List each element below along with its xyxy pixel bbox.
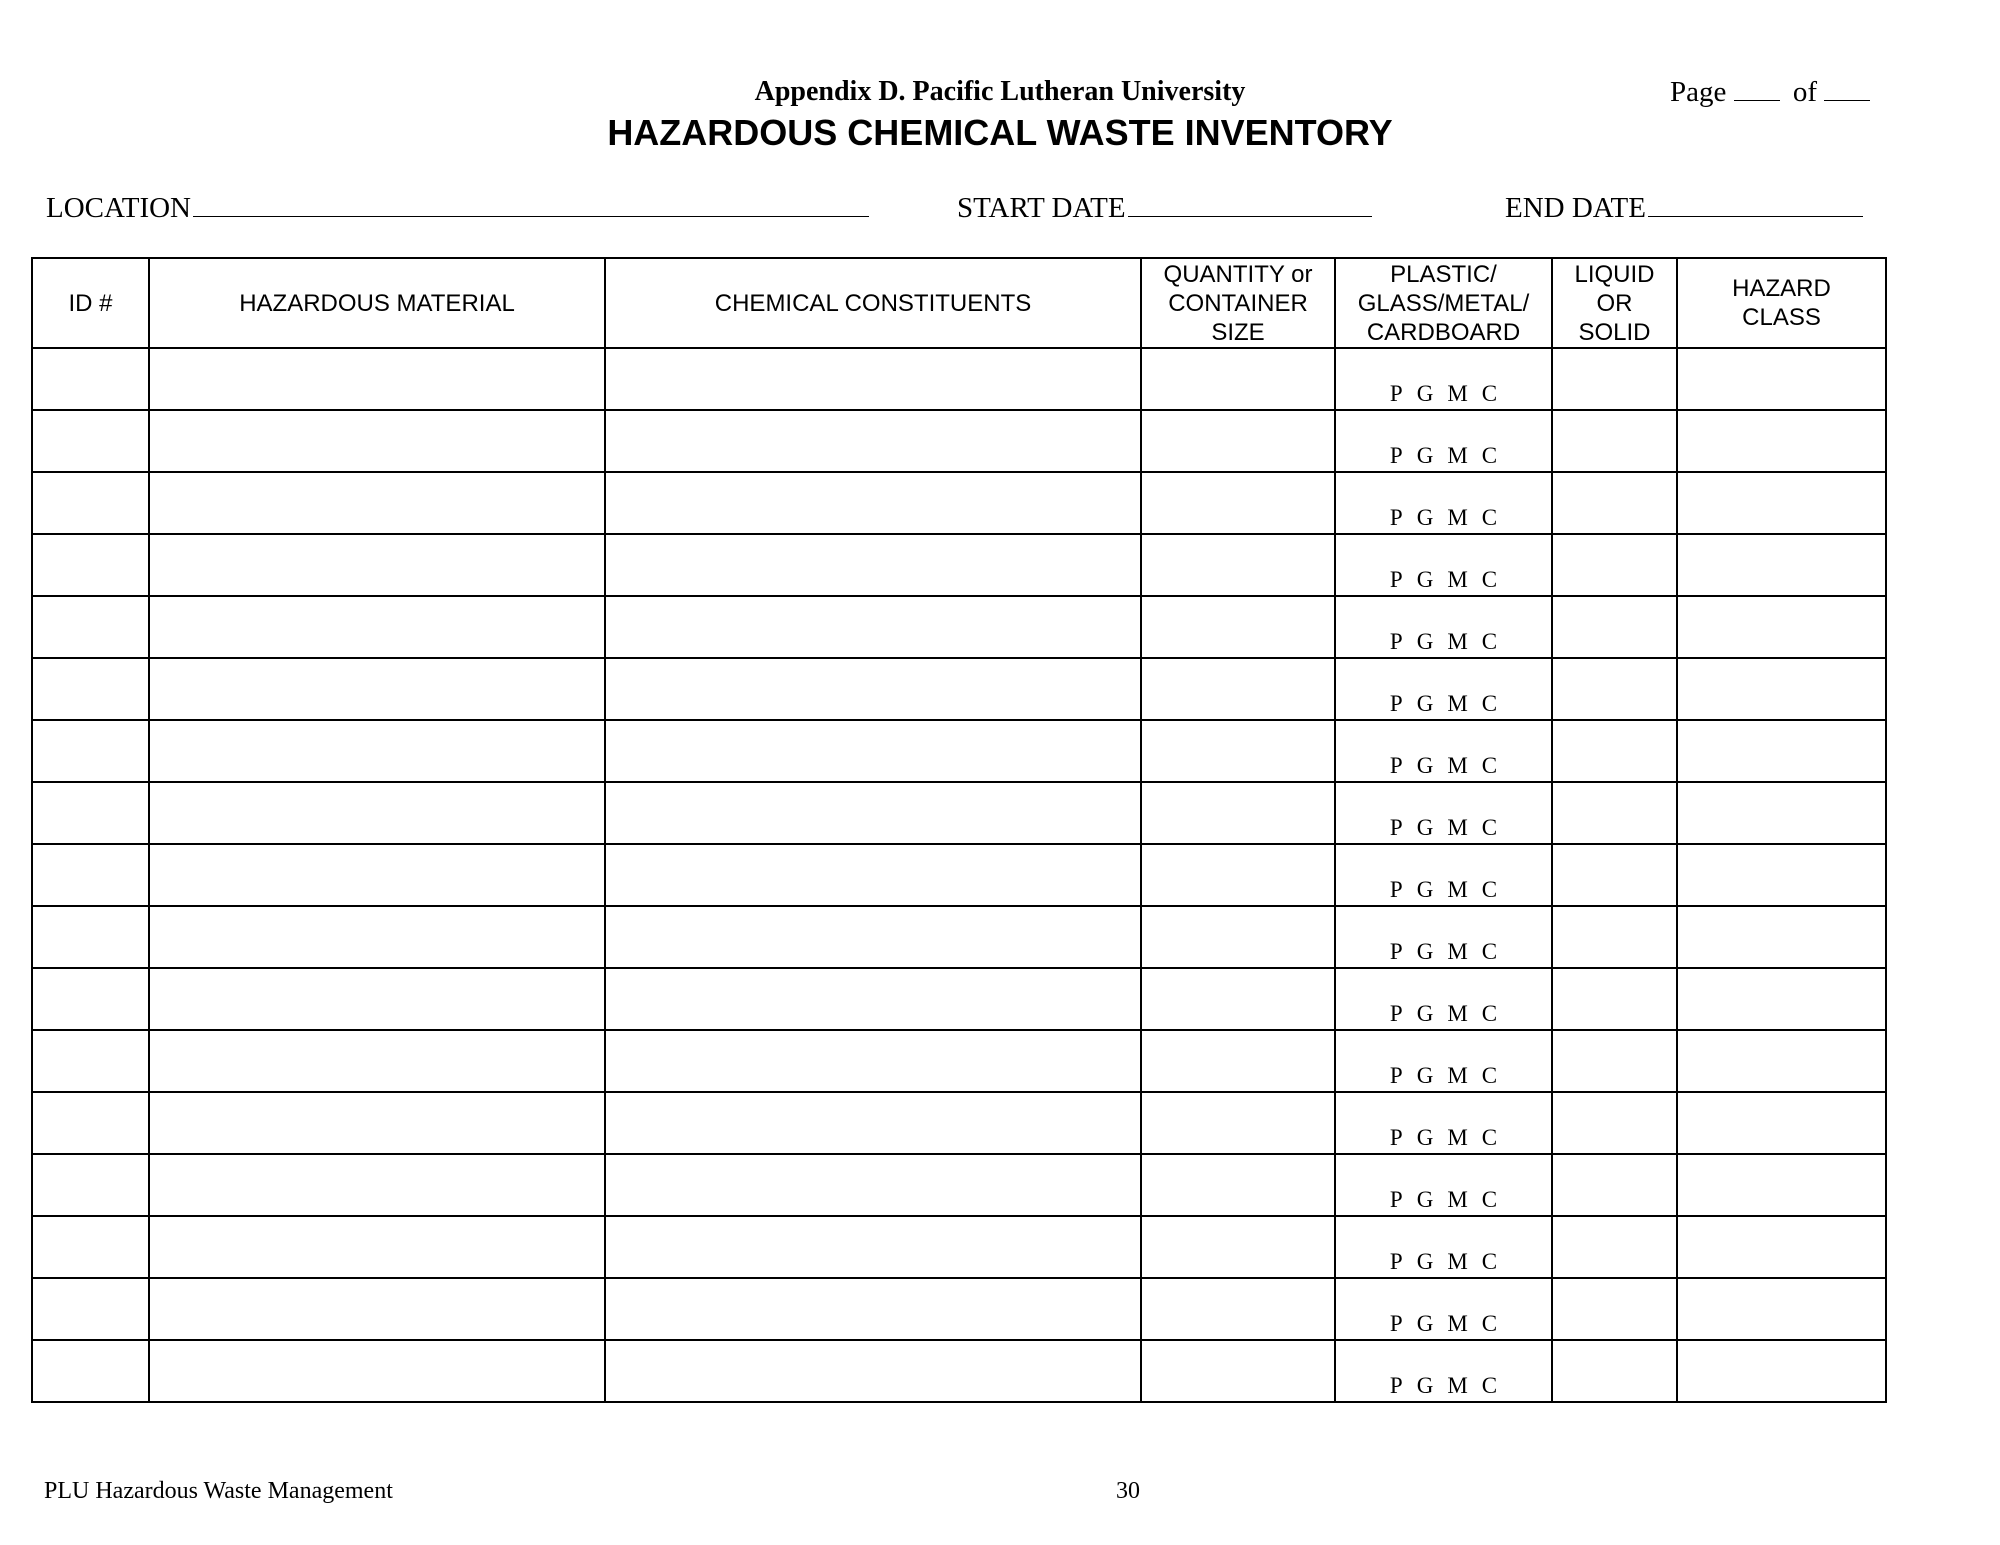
- id-cell[interactable]: [32, 906, 149, 968]
- hazardous-material-cell[interactable]: [149, 968, 605, 1030]
- chemical-constituents-cell[interactable]: [605, 1340, 1141, 1402]
- table-row: [32, 1154, 1886, 1216]
- column-header-liquid-or-solid: LIQUID OR SOLID: [1552, 258, 1677, 348]
- material-option[interactable]: P: [1389, 1249, 1403, 1274]
- quantity-cell[interactable]: [1141, 782, 1335, 844]
- material-option[interactable]: M: [1447, 443, 1468, 468]
- end-date-field: [1505, 192, 1863, 225]
- material-option[interactable]: M: [1447, 629, 1468, 654]
- container-material-cell[interactable]: [1335, 1030, 1552, 1092]
- liquid-or-solid-cell[interactable]: [1552, 410, 1677, 472]
- id-cell[interactable]: [32, 844, 149, 906]
- material-option[interactable]: G: [1416, 381, 1434, 406]
- hazardous-material-cell[interactable]: [149, 1278, 605, 1340]
- container-material-cell[interactable]: [1335, 1340, 1552, 1402]
- container-material-cell[interactable]: [1335, 472, 1552, 534]
- hazardous-material-cell[interactable]: [149, 782, 605, 844]
- material-option[interactable]: G: [1416, 939, 1434, 964]
- quantity-cell[interactable]: [1141, 658, 1335, 720]
- material-option[interactable]: G: [1416, 1187, 1434, 1212]
- end-date-blank[interactable]: [1648, 212, 1863, 217]
- footer-page-number: 30: [1116, 1478, 1140, 1504]
- id-cell[interactable]: [32, 1030, 149, 1092]
- chemical-constituents-cell[interactable]: [605, 1278, 1141, 1340]
- column-header-hazard-class: HAZARD CLASS: [1677, 258, 1886, 348]
- quantity-cell[interactable]: [1141, 720, 1335, 782]
- appendix-title: Appendix D. Pacific Lutheran University: [754, 76, 1246, 107]
- material-option[interactable]: P: [1389, 505, 1403, 530]
- liquid-or-solid-cell[interactable]: [1552, 534, 1677, 596]
- table-row: [32, 658, 1886, 720]
- liquid-or-solid-cell[interactable]: [1552, 1154, 1677, 1216]
- material-option[interactable]: C: [1481, 443, 1498, 468]
- material-option[interactable]: P: [1389, 1311, 1403, 1336]
- hazardous-material-cell[interactable]: [149, 1154, 605, 1216]
- hazard-class-cell[interactable]: [1677, 844, 1886, 906]
- hazardous-material-cell[interactable]: [149, 348, 605, 410]
- material-option[interactable]: G: [1416, 815, 1434, 840]
- id-cell[interactable]: [32, 596, 149, 658]
- hazardous-material-cell[interactable]: [149, 1216, 605, 1278]
- hazardous-material-cell[interactable]: [149, 410, 605, 472]
- material-option[interactable]: G: [1416, 1125, 1434, 1150]
- column-header-container-material: PLASTIC/ GLASS/METAL/ CARDBOARD: [1335, 258, 1552, 348]
- chemical-constituents-cell[interactable]: [605, 596, 1141, 658]
- material-option[interactable]: M: [1447, 939, 1468, 964]
- table-row: [32, 1030, 1886, 1092]
- start-date-field: [957, 192, 1372, 225]
- liquid-or-solid-cell[interactable]: [1552, 1092, 1677, 1154]
- hazardous-material-cell[interactable]: [149, 1092, 605, 1154]
- hazardous-material-cell[interactable]: [149, 534, 605, 596]
- hazard-class-cell[interactable]: [1677, 968, 1886, 1030]
- liquid-or-solid-cell[interactable]: [1552, 1030, 1677, 1092]
- id-cell[interactable]: [32, 720, 149, 782]
- container-material-cell[interactable]: [1335, 968, 1552, 1030]
- container-material-cell[interactable]: [1335, 410, 1552, 472]
- hazard-class-cell[interactable]: [1677, 1030, 1886, 1092]
- id-cell[interactable]: [32, 1340, 149, 1402]
- quantity-cell[interactable]: [1141, 906, 1335, 968]
- material-option[interactable]: C: [1481, 877, 1498, 902]
- material-option[interactable]: G: [1416, 877, 1434, 902]
- material-option[interactable]: C: [1481, 1125, 1498, 1150]
- material-option[interactable]: C: [1481, 691, 1498, 716]
- quantity-cell[interactable]: [1141, 1030, 1335, 1092]
- quantity-cell[interactable]: [1141, 348, 1335, 410]
- material-option[interactable]: M: [1447, 567, 1468, 592]
- table-row: [32, 534, 1886, 596]
- liquid-or-solid-cell[interactable]: [1552, 782, 1677, 844]
- material-option[interactable]: P: [1389, 443, 1403, 468]
- container-material-cell[interactable]: [1335, 1278, 1552, 1340]
- quantity-cell[interactable]: [1141, 410, 1335, 472]
- page-counter: [1670, 76, 1870, 109]
- chemical-constituents-cell[interactable]: [605, 720, 1141, 782]
- material-option[interactable]: M: [1447, 505, 1468, 530]
- column-header-id: ID #: [32, 258, 149, 348]
- inventory-table: [31, 257, 1887, 1403]
- hazardous-material-cell[interactable]: [149, 596, 605, 658]
- chemical-constituents-cell[interactable]: [605, 658, 1141, 720]
- material-option[interactable]: G: [1416, 691, 1434, 716]
- material-option[interactable]: C: [1481, 815, 1498, 840]
- material-option[interactable]: P: [1389, 1001, 1403, 1026]
- column-header-hazardous-material: HAZARDOUS MATERIAL: [149, 258, 605, 348]
- id-cell[interactable]: [32, 968, 149, 1030]
- liquid-or-solid-cell[interactable]: [1552, 968, 1677, 1030]
- hazard-class-cell[interactable]: [1677, 1216, 1886, 1278]
- material-option[interactable]: M: [1447, 1373, 1468, 1398]
- container-material-cell[interactable]: [1335, 720, 1552, 782]
- table-row: [32, 782, 1886, 844]
- table-row: [32, 968, 1886, 1030]
- material-option[interactable]: C: [1481, 939, 1498, 964]
- quantity-cell[interactable]: [1141, 1278, 1335, 1340]
- material-option[interactable]: M: [1447, 815, 1468, 840]
- table-row: [32, 348, 1886, 410]
- chemical-constituents-cell[interactable]: [605, 1154, 1141, 1216]
- material-option[interactable]: G: [1416, 505, 1434, 530]
- material-option[interactable]: P: [1389, 877, 1403, 902]
- container-material-cell[interactable]: [1335, 1154, 1552, 1216]
- chemical-constituents-cell[interactable]: [605, 844, 1141, 906]
- chemical-constituents-cell[interactable]: [605, 1030, 1141, 1092]
- of-label: of: [1792, 76, 1818, 108]
- table-row: [32, 844, 1886, 906]
- liquid-or-solid-cell[interactable]: [1552, 720, 1677, 782]
- container-material-cell[interactable]: [1335, 348, 1552, 410]
- quantity-cell[interactable]: [1141, 534, 1335, 596]
- location-blank[interactable]: [193, 212, 869, 217]
- material-option[interactable]: P: [1389, 753, 1403, 778]
- table-row: [32, 720, 1886, 782]
- table-row: [32, 596, 1886, 658]
- container-material-cell[interactable]: [1335, 782, 1552, 844]
- id-cell[interactable]: [32, 658, 149, 720]
- start-date-blank[interactable]: [1128, 212, 1372, 217]
- end-date-label: END DATE: [1505, 192, 1646, 224]
- material-option[interactable]: P: [1389, 815, 1403, 840]
- material-option[interactable]: M: [1447, 1063, 1468, 1088]
- material-option[interactable]: M: [1447, 1125, 1468, 1150]
- material-option[interactable]: M: [1447, 691, 1468, 716]
- material-option[interactable]: G: [1416, 753, 1434, 778]
- liquid-or-solid-cell[interactable]: [1552, 472, 1677, 534]
- id-cell[interactable]: [32, 1092, 149, 1154]
- chemical-constituents-cell[interactable]: [605, 906, 1141, 968]
- material-option[interactable]: C: [1481, 1001, 1498, 1026]
- material-option[interactable]: C: [1481, 753, 1498, 778]
- hazard-class-cell[interactable]: [1677, 720, 1886, 782]
- material-option[interactable]: G: [1416, 1373, 1434, 1398]
- id-cell[interactable]: [32, 1216, 149, 1278]
- material-option[interactable]: C: [1481, 1249, 1498, 1274]
- location-label: LOCATION: [46, 192, 191, 224]
- total-pages-blank[interactable]: [1824, 96, 1870, 101]
- material-option[interactable]: P: [1389, 381, 1403, 406]
- material-option[interactable]: C: [1481, 629, 1498, 654]
- table-row: [32, 1278, 1886, 1340]
- liquid-or-solid-cell[interactable]: [1552, 1278, 1677, 1340]
- hazardous-material-cell[interactable]: [149, 1030, 605, 1092]
- material-option[interactable]: G: [1416, 443, 1434, 468]
- chemical-constituents-cell[interactable]: [605, 1092, 1141, 1154]
- hazard-class-cell[interactable]: [1677, 1154, 1886, 1216]
- hazard-class-cell[interactable]: [1677, 348, 1886, 410]
- container-material-cell[interactable]: [1335, 596, 1552, 658]
- table-row: [32, 1340, 1886, 1402]
- hazardous-material-cell[interactable]: [149, 906, 605, 968]
- material-option[interactable]: P: [1389, 691, 1403, 716]
- liquid-or-solid-cell[interactable]: [1552, 596, 1677, 658]
- quantity-cell[interactable]: [1141, 1154, 1335, 1216]
- material-option[interactable]: C: [1481, 1311, 1498, 1336]
- hazard-class-cell[interactable]: [1677, 410, 1886, 472]
- liquid-or-solid-cell[interactable]: [1552, 1340, 1677, 1402]
- table-row: [32, 472, 1886, 534]
- material-option[interactable]: M: [1447, 753, 1468, 778]
- chemical-constituents-cell[interactable]: [605, 534, 1141, 596]
- chemical-constituents-cell[interactable]: [605, 968, 1141, 1030]
- quantity-cell[interactable]: [1141, 472, 1335, 534]
- hazard-class-cell[interactable]: [1677, 596, 1886, 658]
- page-number-blank[interactable]: [1734, 96, 1780, 101]
- column-header-quantity: QUANTITY or CONTAINER SIZE: [1141, 258, 1335, 348]
- table-row: [32, 1092, 1886, 1154]
- liquid-or-solid-cell[interactable]: [1552, 658, 1677, 720]
- hazard-class-cell[interactable]: [1677, 906, 1886, 968]
- table-row: [32, 906, 1886, 968]
- liquid-or-solid-cell[interactable]: [1552, 1216, 1677, 1278]
- container-material-cell[interactable]: [1335, 534, 1552, 596]
- material-option[interactable]: M: [1447, 1001, 1468, 1026]
- material-option[interactable]: C: [1481, 1187, 1498, 1212]
- hazard-class-cell[interactable]: [1677, 1278, 1886, 1340]
- material-option[interactable]: G: [1416, 1249, 1434, 1274]
- material-option[interactable]: G: [1416, 629, 1434, 654]
- hazard-class-cell[interactable]: [1677, 1340, 1886, 1402]
- hazardous-material-cell[interactable]: [149, 658, 605, 720]
- container-material-cell[interactable]: [1335, 906, 1552, 968]
- quantity-cell[interactable]: [1141, 1340, 1335, 1402]
- hazard-class-cell[interactable]: [1677, 782, 1886, 844]
- container-material-cell[interactable]: [1335, 658, 1552, 720]
- chemical-constituents-cell[interactable]: [605, 1216, 1141, 1278]
- start-date-label: START DATE: [957, 192, 1126, 224]
- table-header-row: [32, 258, 1886, 348]
- material-option[interactable]: P: [1389, 1125, 1403, 1150]
- material-option[interactable]: C: [1481, 1373, 1498, 1398]
- material-option[interactable]: G: [1416, 1001, 1434, 1026]
- chemical-constituents-cell[interactable]: [605, 782, 1141, 844]
- material-option[interactable]: G: [1416, 1063, 1434, 1088]
- quantity-cell[interactable]: [1141, 1216, 1335, 1278]
- material-option[interactable]: C: [1481, 1063, 1498, 1088]
- page-label: Page: [1670, 76, 1727, 108]
- column-header-chemical-constituents: CHEMICAL CONSTITUENTS: [605, 258, 1141, 348]
- container-material-cell[interactable]: [1335, 1092, 1552, 1154]
- chemical-constituents-cell[interactable]: [605, 472, 1141, 534]
- id-cell[interactable]: [32, 348, 149, 410]
- hazard-class-cell[interactable]: [1677, 534, 1886, 596]
- hazard-class-cell[interactable]: [1677, 1092, 1886, 1154]
- material-option[interactable]: G: [1416, 1311, 1434, 1336]
- hazardous-material-cell[interactable]: [149, 844, 605, 906]
- footer-document-name: PLU Hazardous Waste Management: [44, 1478, 393, 1504]
- chemical-constituents-cell[interactable]: [605, 410, 1141, 472]
- table-row: [32, 410, 1886, 472]
- quantity-cell[interactable]: [1141, 596, 1335, 658]
- id-cell[interactable]: [32, 410, 149, 472]
- material-option[interactable]: G: [1416, 567, 1434, 592]
- table-row: [32, 1216, 1886, 1278]
- hazardous-material-cell[interactable]: [149, 1340, 605, 1402]
- material-option[interactable]: M: [1447, 1249, 1468, 1274]
- hazardous-material-cell[interactable]: [149, 720, 605, 782]
- quantity-cell[interactable]: [1141, 1092, 1335, 1154]
- material-option[interactable]: P: [1389, 567, 1403, 592]
- id-cell[interactable]: [32, 1154, 149, 1216]
- chemical-constituents-cell[interactable]: [605, 348, 1141, 410]
- material-option[interactable]: M: [1447, 1187, 1468, 1212]
- material-option[interactable]: P: [1389, 1063, 1403, 1088]
- material-option[interactable]: C: [1481, 505, 1498, 530]
- hazard-class-cell[interactable]: [1677, 658, 1886, 720]
- material-option[interactable]: C: [1481, 567, 1498, 592]
- table-body: [32, 348, 1886, 1402]
- id-cell[interactable]: [32, 782, 149, 844]
- id-cell[interactable]: [32, 472, 149, 534]
- quantity-cell[interactable]: [1141, 844, 1335, 906]
- liquid-or-solid-cell[interactable]: [1552, 844, 1677, 906]
- id-cell[interactable]: [32, 534, 149, 596]
- material-option[interactable]: P: [1389, 629, 1403, 654]
- container-material-cell[interactable]: [1335, 844, 1552, 906]
- id-cell[interactable]: [32, 1278, 149, 1340]
- hazard-class-cell[interactable]: [1677, 472, 1886, 534]
- form-title: HAZARDOUS CHEMICAL WASTE INVENTORY: [607, 112, 1393, 153]
- location-field: [46, 192, 869, 225]
- liquid-or-solid-cell[interactable]: [1552, 348, 1677, 410]
- material-option[interactable]: M: [1447, 1311, 1468, 1336]
- material-option[interactable]: P: [1389, 1373, 1403, 1398]
- material-option[interactable]: C: [1481, 381, 1498, 406]
- quantity-cell[interactable]: [1141, 968, 1335, 1030]
- material-option[interactable]: M: [1447, 877, 1468, 902]
- hazardous-material-cell[interactable]: [149, 472, 605, 534]
- material-option[interactable]: P: [1389, 1187, 1403, 1212]
- container-material-cell[interactable]: [1335, 1216, 1552, 1278]
- material-option[interactable]: P: [1389, 939, 1403, 964]
- liquid-or-solid-cell[interactable]: [1552, 906, 1677, 968]
- material-option[interactable]: M: [1447, 381, 1468, 406]
